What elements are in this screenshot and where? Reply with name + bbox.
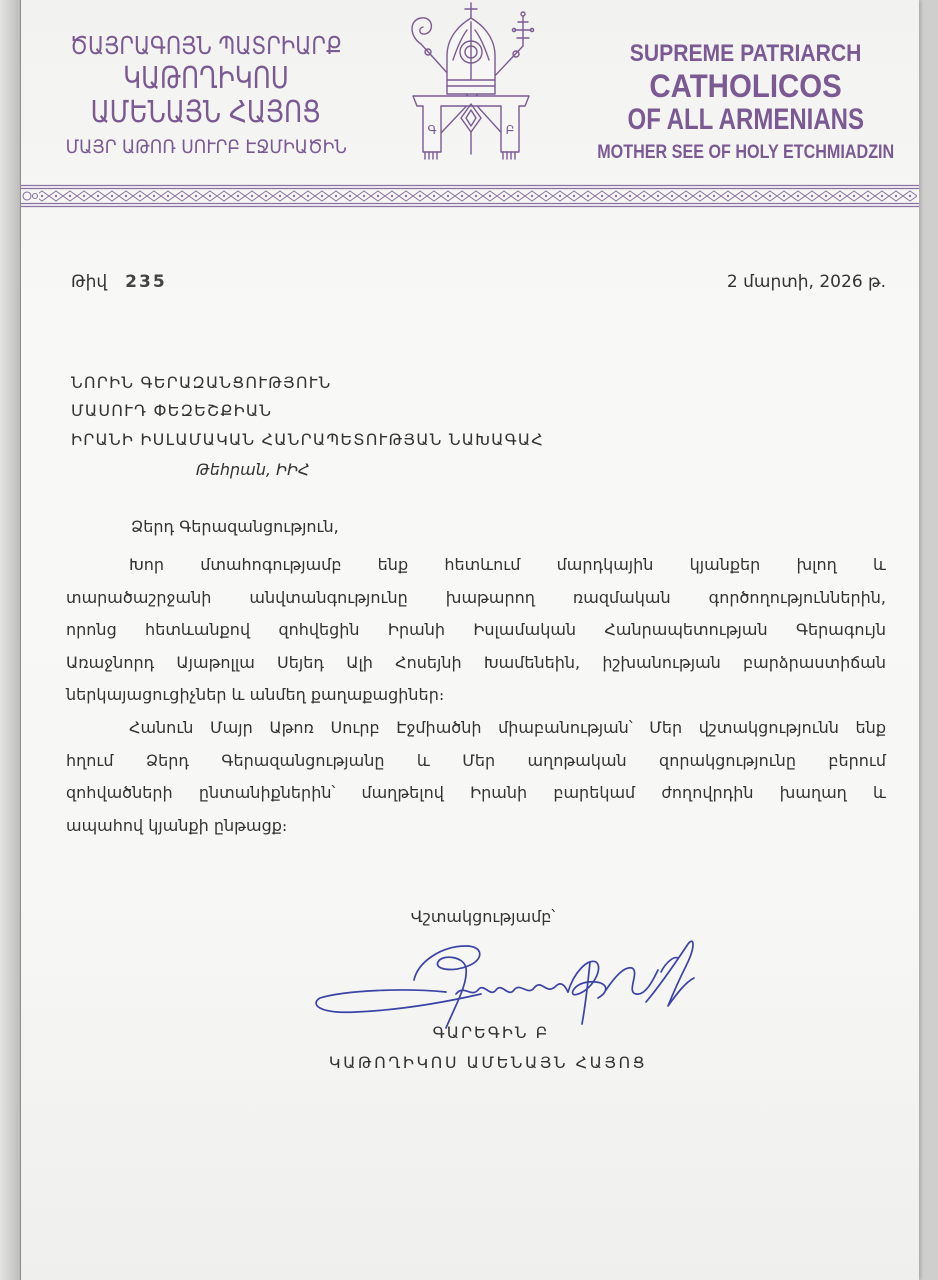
mitre-icon (447, 3, 495, 94)
addressee-title: ՆՈՐԻՆ ԳԵՐԱԶԱՆՑՈՒԹՅՈՒՆ (71, 373, 332, 392)
letter-page (20, 0, 919, 1280)
letterhead-english-line-1: SUPREME PATRIARCH (630, 40, 862, 67)
addressee-position: ԻՐԱՆԻ ԻՍԼԱՄԱԿԱՆ ՀԱՆՐԱՊԵՏՈՒԹՅԱՆ ՆԱԽԱԳԱՀ (71, 430, 544, 449)
letter-date: 2 մարտի, 2026 թ. (726, 272, 886, 292)
letterhead-armenian-line-1: ԾԱՅՐԱԳՈՅՆ ՊԱՏՐԻԱՐՔ (70, 31, 342, 60)
letterhead-english-line-4: MOTHER SEE OF HOLY ETCHMIADZIN (597, 142, 895, 163)
mitre-emblem-icon (401, 0, 541, 165)
body-line: ապահով կյանքի ընթացք։ (66, 815, 288, 835)
body-line: Խոր մտահոգությամբ ենք հետևում մարդկային կյանքեր խլող և (129, 555, 886, 574)
emblem-letter-left: Գ (427, 123, 437, 137)
body-line: տարածաշրջանի անվտանգությունը խաթարող ռազմական գործողություններին, (66, 587, 886, 607)
salutation: Ձերդ Գերազանցություն, (131, 517, 339, 536)
addressee-location: Թեհրան, ԻԻՀ (196, 460, 310, 479)
scan-edge (0, 0, 20, 1280)
closing-phrase: Վշտակցությամբ՝ (410, 907, 556, 926)
letterhead-armenian-line-2: ԿԱԹՈՂԻԿՈՍ (123, 61, 289, 96)
handwritten-signature (306, 932, 706, 1032)
paragraph-1 (66, 549, 886, 712)
addressee-name: ՄԱՍՈՒԴ ՓԵԶԵՇՔԻԱՆ (71, 401, 273, 420)
body-line: Հանուն Մայր Աթոռ Սուրբ Էջմիածնի միաբանության՝ Մեր վշտակցությունն ենք (129, 717, 886, 737)
letter-body (66, 549, 886, 842)
letterhead-armenian-line-4: ՄԱՅՐ ԱԹՈՌ ՍՈՒՐԲ ԷՋՄԻԱԾԻՆ (65, 136, 347, 158)
reference-value: 235 (125, 272, 167, 292)
letterhead-english-line-2: CATHOLICOS (649, 68, 843, 104)
ornamental-divider (21, 183, 919, 209)
body-line: ներկայացուցիչներ և անմեղ քաղաքացիներ։ (66, 685, 445, 705)
emblem-letter-right: Բ (505, 123, 515, 137)
body-line: զոհվածների ընտանիքներին՝ մաղթելով Իրանի բարեկամ ժողովրդին խաղաղ և (66, 783, 886, 803)
signatory-name: ԳԱՐԵԳԻՆ Բ (432, 1023, 550, 1042)
letterhead-armenian-line-3: ԱՄԵՆԱՅՆ ՀԱՅՈՑ (90, 95, 322, 130)
body-line: Առաջնորդ Այաթոլլա Սեյեդ Ալի Հոսեյնի Խամենեին, իշխանության բարձրաստիճան (66, 652, 886, 672)
letterhead-english-line-3: OF ALL ARMENIANS (627, 103, 865, 136)
reference-number (71, 271, 167, 293)
body-line: հղում Ձերդ Գերազանցությանը և Մեր աղոթական զորակցությունը բերում (66, 750, 886, 770)
reference-label: Թիվ (71, 272, 108, 292)
body-line: որոնց հետևանքով զոհվեցին Իրանի Իսլամական Հանրապետության Գերագույն (66, 620, 886, 640)
signatory-title: ԿԱԹՈՂԻԿՈՍ ԱՄԵՆԱՅՆ ՀԱՅՈՑ (328, 1053, 648, 1072)
paragraph-2 (66, 712, 886, 842)
